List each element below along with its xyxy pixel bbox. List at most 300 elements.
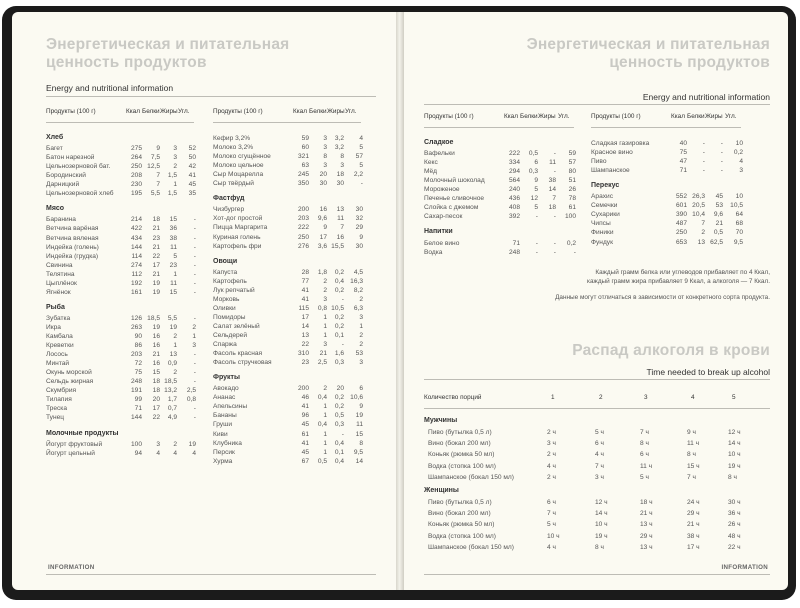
nutrient-value: 11 — [170, 243, 177, 251]
product-name: Помидоры — [213, 313, 246, 321]
nutrient-value: 0,5 — [528, 150, 538, 158]
nutrient-value: 38 — [548, 177, 556, 185]
nutrient-value: - — [573, 248, 576, 256]
nutrient-value: - — [720, 167, 723, 175]
nutrient-value: 67 — [301, 457, 309, 465]
nutrient-value: 4 — [173, 449, 177, 457]
nutrient-value: 4,5 — [353, 268, 363, 276]
nutrient-value: 9 — [359, 233, 363, 241]
hours-value: 2 ч — [547, 473, 556, 481]
nutrient-value: 0,3 — [334, 359, 344, 367]
nutrient-value: - — [193, 369, 196, 377]
product-name: Сухарики — [591, 211, 620, 219]
nutrient-value: 487 — [675, 220, 687, 228]
nutrient-value: 2 — [323, 286, 327, 294]
nutrient-value: 77 — [301, 277, 309, 285]
nutrient-value: 0,2 — [334, 313, 344, 321]
product-name: Чизбургер — [213, 206, 245, 214]
hours-value: 10 ч — [547, 532, 560, 540]
hours-value: 48 ч — [728, 532, 741, 540]
nutrient-value: 7 — [701, 220, 705, 228]
nutrient-value: 18 — [152, 216, 160, 224]
product-name: Цыплёнок — [46, 279, 77, 287]
portion-count-header: 4 — [691, 394, 695, 401]
hours-value: 5 ч — [547, 521, 556, 529]
nutrient-value: 3 — [173, 154, 177, 162]
nutrient-value: 68 — [735, 220, 743, 228]
nutrient-value: 53 — [355, 350, 363, 358]
footer-line — [424, 574, 770, 575]
nutrient-value: 390 — [675, 211, 687, 219]
nutrient-value: 75 — [679, 149, 687, 157]
nutrient-value: 4 — [359, 135, 363, 142]
hours-value: 10 ч — [728, 451, 741, 459]
hours-value: 6 ч — [595, 440, 604, 448]
portions-header: Количество порций — [424, 394, 482, 401]
nutrient-value: 9,5 — [353, 448, 363, 456]
nutrient-value: 1 — [323, 332, 327, 339]
nutrient-value: 3 — [323, 144, 327, 152]
nutrient-value: 26 — [568, 186, 576, 194]
nutrient-value: 71 — [512, 239, 520, 247]
nutrient-value: 3 — [192, 342, 196, 350]
product-name: Персик — [213, 448, 235, 456]
nutrient-value: 19 — [152, 288, 160, 296]
divider — [46, 122, 194, 123]
nutrient-value: 192 — [130, 279, 142, 287]
nutrient-value: - — [193, 261, 196, 269]
page-title: Энергетическая и питательная ценность продуктов — [46, 36, 290, 71]
group-title: Молочные продукты — [46, 429, 119, 437]
hours-value: 13 ч — [640, 521, 653, 529]
nutrient-value: 9 — [534, 177, 538, 185]
nutrient-value: 45 — [301, 448, 309, 456]
nutrient-value: 63 — [301, 162, 309, 170]
nutrient-value: 29 — [355, 224, 363, 232]
drink-name: Коньяк (рюмка 50 мл) — [428, 521, 495, 529]
nutrient-value: 19 — [169, 323, 177, 331]
note-text: каждый грамм жира прибавляет 9 Ккал, а алкоголя — 7 Ккал. — [587, 278, 770, 285]
product-name: Арахис — [591, 193, 614, 201]
product-name: Скумбрия — [46, 387, 77, 395]
nutrient-value: 0,2 — [334, 322, 344, 330]
nutrient-value: 1,5 — [167, 190, 177, 198]
product-name: Печенье сливочное — [424, 195, 485, 203]
nutrient-value: 53 — [715, 202, 723, 210]
nutrient-value: - — [720, 140, 723, 147]
nutrient-value: 9,6 — [317, 215, 327, 223]
nutrient-value: 99 — [134, 396, 142, 404]
hours-value: 2 ч — [547, 429, 556, 436]
nutrient-value: 6 — [534, 159, 538, 167]
nutrient-value: 0,4 — [317, 394, 327, 402]
nutrient-value: 1 — [323, 412, 327, 420]
product-name: Хот-дог простой — [213, 215, 263, 223]
alcohol-title: Распад алкоголя в крови — [572, 342, 770, 359]
divider — [46, 96, 376, 97]
nutrient-value: 0,8 — [317, 304, 327, 312]
nutrient-value: 3,2 — [334, 144, 344, 152]
nutrient-value: 144 — [130, 414, 142, 422]
nutrient-value: 41 — [301, 286, 309, 294]
nutrient-value: 1 — [323, 403, 327, 411]
nutrient-value: 21 — [319, 350, 327, 358]
product-name: Фасоль стручковая — [213, 359, 272, 367]
portion-count-header: 2 — [599, 394, 603, 401]
nutrient-value: 16 — [336, 233, 344, 241]
nutrient-value: - — [553, 168, 556, 176]
nutrient-value: 144 — [130, 243, 142, 251]
nutrient-value: 264 — [130, 154, 142, 162]
nutrient-value: 2,2 — [353, 171, 363, 179]
nutrient-value: 250 — [130, 163, 142, 171]
nutrient-value: 195 — [130, 190, 142, 198]
nutrient-value: 57 — [568, 159, 576, 167]
nutrient-value: 208 — [130, 172, 142, 180]
nutrient-value: - — [360, 180, 363, 188]
nutrient-value: 263 — [130, 323, 142, 331]
hours-value: 3 ч — [595, 473, 604, 481]
nutrient-value: 203 — [130, 351, 142, 359]
nutrient-value: 203 — [297, 215, 309, 223]
nutrient-value: 80 — [568, 168, 576, 176]
nutrient-value: 21 — [152, 225, 160, 233]
nutrient-value: - — [702, 158, 705, 166]
nutrient-value: 564 — [508, 177, 520, 185]
page-title: Энергетическая и питательная ценность продуктов — [526, 36, 770, 71]
hours-value: 14 ч — [595, 510, 608, 518]
nutrient-value: 4 — [739, 158, 743, 166]
product-name: Молоко цельное — [213, 162, 264, 170]
nutrient-value: 45 — [188, 181, 196, 189]
drink-name: Водка (стопка 100 мл) — [428, 462, 496, 470]
hours-value: 24 ч — [687, 499, 700, 506]
portion-count-header: 5 — [732, 394, 736, 401]
nutrient-value: 7 — [340, 224, 344, 232]
portion-count-header: 1 — [551, 394, 555, 401]
nutrient-value: 62,5 — [710, 238, 723, 246]
nutrient-value: 2 — [359, 332, 363, 339]
nutrient-value: 114 — [131, 252, 142, 260]
nutrient-value: 75 — [134, 369, 142, 377]
hours-value: 36 ч — [728, 510, 741, 518]
nutrient-value: 3 — [323, 341, 327, 349]
product-name: Красное вино — [591, 149, 633, 157]
portion-count-header: 3 — [644, 394, 648, 401]
product-name: Ветчина вяленая — [46, 234, 99, 242]
nutrient-value: 5 — [173, 252, 177, 260]
drink-name: Водка (стопка 100 мл) — [428, 532, 496, 540]
nutrient-value: 72 — [134, 360, 142, 368]
nutrient-value: 0,2 — [334, 286, 344, 294]
nutrient-value: 126 — [130, 314, 142, 322]
hours-value: 12 ч — [728, 429, 741, 436]
drink-name: Коньяк (рюмка 50 мл) — [428, 451, 495, 459]
nutrient-value: 1 — [173, 270, 177, 278]
nutrient-value: 5 — [359, 144, 363, 152]
nutrient-value: 18 — [152, 378, 160, 386]
nutrient-value: 13 — [336, 206, 344, 214]
nutrient-value: 4 — [156, 449, 160, 457]
product-name: Тунец — [46, 414, 65, 422]
product-name: Сельдь жирная — [46, 378, 94, 386]
nutrient-value: 0,5 — [317, 457, 327, 465]
column-header-product: Продукты (100 г) — [424, 113, 474, 120]
nutrient-value: 17 — [319, 233, 327, 241]
nutrient-value: 250 — [297, 233, 309, 241]
product-name: Йогурт фруктовый — [46, 440, 103, 448]
nutrient-value: 112 — [131, 270, 142, 278]
nutrient-value: 16 — [152, 360, 160, 368]
divider — [424, 379, 770, 380]
nutrient-value: - — [193, 378, 196, 386]
nutrient-value: 23 — [301, 359, 309, 367]
product-name: Спаржа — [213, 341, 237, 349]
product-name: Вафельки — [424, 150, 455, 158]
product-name: Сахар-песок — [424, 213, 463, 221]
nutrient-value: - — [553, 248, 556, 256]
nutrient-value: 10 — [735, 193, 743, 201]
nutrient-value: 248 — [130, 378, 142, 386]
nutrient-value: 222 — [297, 224, 309, 232]
product-name: Семечки — [591, 202, 618, 210]
product-name: Йогурт цельный — [46, 449, 95, 457]
nutrient-value: - — [193, 252, 196, 260]
page-subtitle: Energy and nutritional information — [46, 83, 174, 93]
hours-value: 11 ч — [687, 440, 700, 448]
drink-name: Пиво (бутылка 0,5 л) — [428, 429, 492, 436]
nutrient-value: 0,9 — [167, 360, 177, 368]
nutrient-value: 200 — [297, 206, 309, 214]
nutrient-value: 653 — [675, 238, 687, 246]
nutrient-value: 2 — [323, 277, 327, 285]
hours-value: 7 ч — [687, 473, 696, 481]
product-name: Водка — [424, 248, 443, 256]
group-title: Сладкое — [424, 139, 454, 146]
hours-value: 11 ч — [640, 462, 653, 470]
nutrient-value: 5 — [534, 204, 538, 212]
group-title: Рыба — [46, 303, 65, 311]
product-name: Ветчина варёная — [46, 225, 99, 233]
nutrient-value: 19 — [188, 440, 196, 448]
nutrient-value: 2,5 — [186, 387, 196, 395]
nutrient-value: 0,2 — [334, 268, 344, 276]
nutrient-value: 334 — [508, 159, 520, 167]
nutrient-value: 1,7 — [167, 396, 177, 404]
nutrient-value: 0,5 — [713, 229, 723, 237]
group-title: Мужчины — [424, 417, 458, 424]
hours-value: 9 ч — [687, 429, 696, 436]
nutrient-value: - — [702, 149, 705, 157]
nutrient-value: 2 — [173, 369, 177, 377]
nutrient-value: 22 — [152, 252, 160, 260]
page-footer: INFORMATION — [718, 564, 769, 571]
drink-name: Шампанское (бокал 150 мл) — [428, 473, 514, 481]
nutrient-value: 30 — [355, 242, 363, 250]
column-header-product: Продукты (100 г) — [213, 108, 263, 115]
nutrient-value: 16 — [319, 206, 327, 214]
column-header-carb: Угл. — [345, 108, 357, 115]
nutrient-value: 2 — [701, 229, 705, 237]
nutrient-value: 14 — [355, 457, 363, 465]
nutrient-value: 15 — [169, 288, 177, 296]
nutrient-value: 26,3 — [692, 193, 705, 201]
nutrient-value: 7,5 — [150, 154, 160, 162]
hours-value: 12 ч — [595, 499, 608, 506]
nutrient-value: 0,1 — [334, 332, 344, 339]
nutrient-value: 60 — [301, 144, 309, 152]
nutrient-value: - — [535, 239, 538, 247]
nutrient-value: 13 — [697, 238, 705, 246]
nutrient-value: 19 — [152, 323, 160, 331]
nutrient-value: 2,5 — [317, 359, 327, 367]
product-name: Молоко 3,2% — [213, 144, 254, 152]
nutrient-value: 0,4 — [317, 421, 327, 429]
nutrient-value: 222 — [508, 150, 520, 158]
right-page — [402, 12, 788, 590]
nutrient-value: - — [702, 140, 705, 147]
nutrient-value: 191 — [130, 387, 142, 395]
hours-value: 5 ч — [640, 473, 649, 481]
product-name: Сельдерей — [213, 332, 248, 339]
nutrient-value: 601 — [675, 202, 687, 210]
nutrient-value: 41 — [188, 172, 196, 180]
hours-value: 10 ч — [595, 521, 608, 529]
page-subtitle: Energy and nutritional information — [642, 92, 770, 102]
nutrient-value: 8 — [323, 153, 327, 161]
nutrient-value: - — [535, 248, 538, 256]
nutrient-value: 3 — [359, 313, 363, 321]
nutrient-value: 3,2 — [334, 135, 344, 142]
nutrient-value: 30 — [336, 180, 344, 188]
nutrient-value: 1 — [323, 439, 327, 447]
nutrient-value: 35 — [188, 190, 196, 198]
nutrient-value: - — [341, 430, 344, 438]
product-name: Багет — [46, 145, 63, 153]
nutrient-value: - — [193, 360, 196, 368]
nutrient-value: 9 — [323, 224, 327, 232]
nutrient-value: 17 — [301, 313, 309, 321]
product-name: Груши — [213, 421, 233, 429]
drink-name: Шампанское (бокал 150 мл) — [428, 543, 514, 551]
product-name: Сыр Моцарелла — [213, 171, 264, 179]
page-footer: INFORMATION — [48, 564, 99, 571]
product-name: Тилапия — [46, 396, 72, 404]
nutrient-value: 214 — [130, 216, 142, 224]
divider — [213, 122, 361, 123]
nutrient-value: 71 — [134, 405, 142, 413]
nutrient-value: 10,6 — [350, 394, 363, 402]
hours-value: 7 ч — [547, 510, 556, 518]
group-title: Фастфуд — [213, 195, 245, 203]
nutrient-value: - — [702, 167, 705, 175]
hours-value: 4 ч — [547, 543, 556, 551]
nutrient-value: 245 — [297, 171, 309, 179]
hours-value: 30 ч — [728, 499, 741, 506]
nutrient-value: 30 — [355, 206, 363, 214]
nutrient-value: 61 — [568, 204, 576, 212]
nutrient-value: 12 — [530, 195, 538, 203]
nutrient-value: 41 — [301, 439, 309, 447]
left-page — [12, 12, 398, 590]
nutrient-value: - — [535, 213, 538, 221]
column-header-carb: Угл. — [725, 113, 737, 120]
column-header-fat: Жиры — [705, 113, 723, 120]
note-text: Каждый грамм белка или углеводов прибавляет по 4 Ккал, — [595, 269, 770, 276]
nutrient-value: 1 — [192, 333, 196, 340]
product-name: Пицца Маргарита — [213, 224, 268, 232]
nutrient-value: 13,2 — [164, 387, 177, 395]
nutrient-value: 0,4 — [334, 457, 344, 465]
nutrient-value: 161 — [130, 288, 142, 296]
hours-value: 4 ч — [595, 451, 604, 459]
nutrient-value: 41 — [301, 295, 309, 303]
nutrient-value: 71 — [679, 167, 687, 175]
nutrient-value: 22 — [152, 414, 160, 422]
nutrient-value: 15 — [152, 369, 160, 377]
nutrient-value: 20 — [152, 396, 160, 404]
nutrient-value: 21 — [152, 243, 160, 251]
nutrient-value: 3,6 — [317, 242, 327, 250]
nutrient-value: 10,5 — [331, 304, 344, 312]
nutrient-value: 2 — [173, 440, 177, 448]
nutrient-value: - — [193, 216, 196, 224]
nutrient-value: 7 — [156, 172, 160, 180]
nutrient-value: - — [193, 314, 196, 322]
column-header-prot: Белки — [142, 108, 160, 115]
footer-line — [46, 574, 376, 575]
nutrient-value: 11 — [356, 421, 363, 429]
nutrient-value: 11 — [337, 215, 344, 223]
hours-value: 8 ч — [595, 543, 604, 551]
product-name: Чипсы — [591, 220, 611, 228]
nutrient-value: - — [193, 288, 196, 296]
nutrient-value: 5,5 — [167, 314, 177, 322]
nutrient-value: 7 — [156, 181, 160, 189]
group-title: Женщины — [424, 487, 459, 494]
nutrient-value: 78 — [568, 195, 576, 203]
nutrient-value: 8 — [340, 153, 344, 161]
nutrient-value: - — [193, 414, 196, 422]
nutrient-value: 0,3 — [528, 168, 538, 176]
product-name: Кекс — [424, 159, 438, 167]
nutrient-value: 7 — [552, 195, 556, 203]
product-name: Ананас — [213, 394, 236, 402]
column-header-prot: Белки — [520, 113, 538, 120]
product-name: Белое вино — [424, 239, 460, 247]
nutrient-value: - — [193, 225, 196, 233]
hours-value: 6 ч — [640, 451, 649, 459]
nutrient-value: 436 — [508, 195, 520, 203]
nutrient-value: 22 — [301, 341, 309, 349]
hours-value: 13 ч — [640, 543, 653, 551]
nutrient-value: 18 — [152, 387, 160, 395]
nutrient-value: - — [553, 239, 556, 247]
nutrient-value: 350 — [297, 180, 309, 188]
nutrient-value: 51 — [568, 177, 576, 185]
nutrient-value: 57 — [355, 153, 363, 161]
product-name: Морковь — [213, 295, 240, 303]
nutrient-value: 1 — [323, 448, 327, 456]
nutrient-value: 13 — [169, 351, 177, 359]
nutrient-value: 408 — [508, 204, 520, 212]
nutrient-value: 2 — [173, 333, 177, 340]
nutrient-value: 9 — [359, 403, 363, 411]
nutrient-value: 61 — [301, 430, 309, 438]
product-name: Картофель фри — [213, 242, 262, 250]
nutrient-value: 40 — [679, 140, 687, 147]
product-name: Мёд — [424, 168, 438, 176]
